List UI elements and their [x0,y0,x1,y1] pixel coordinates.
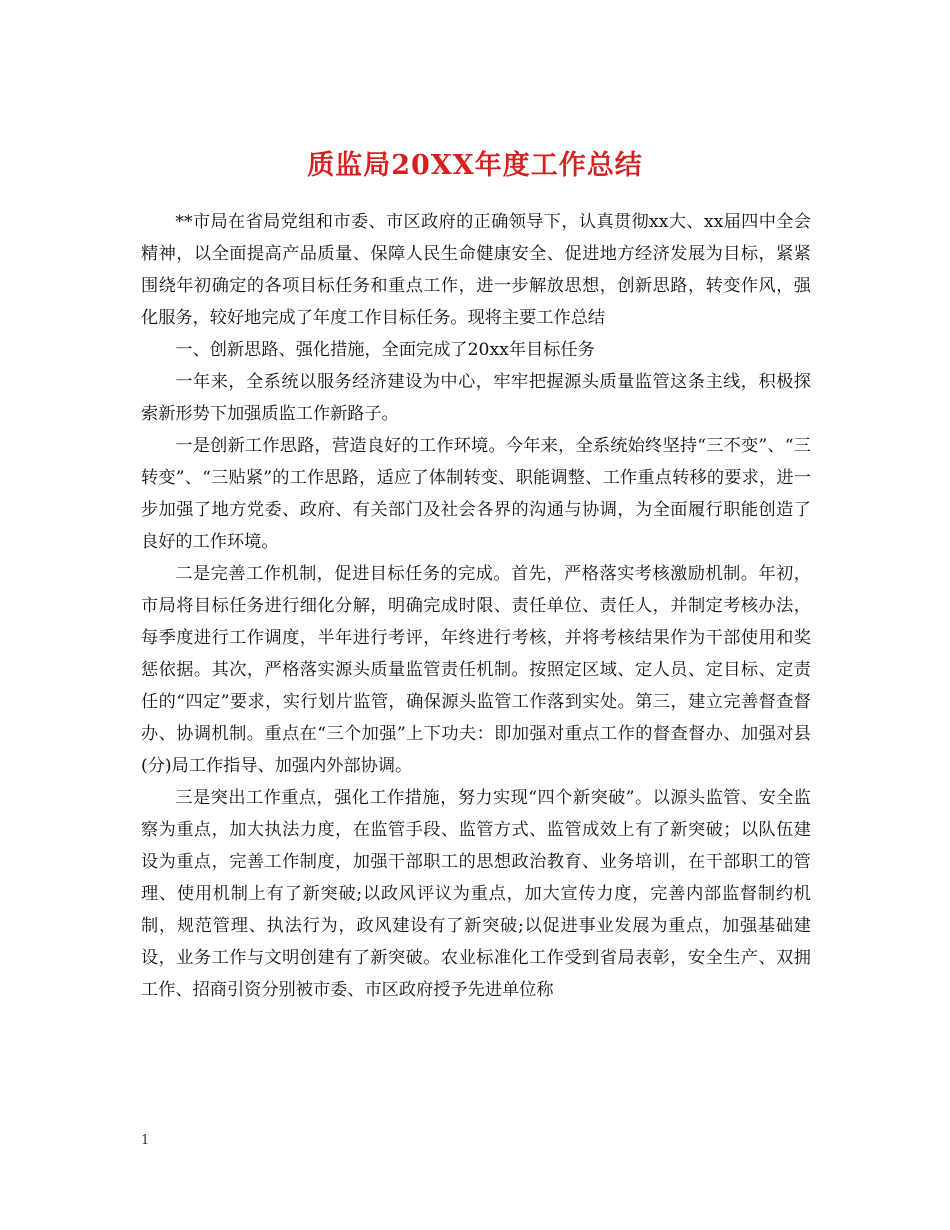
body-paragraph: 一年来，全系统以服务经济建设为中心，牢牢把握源头质量监管这条主线，积极探索新形势下加强质监工作新路子。 [141,372,811,424]
document-body [141,206,811,1006]
page-number: 1 [141,1133,150,1148]
body-paragraph: 二是完善工作机制，促进目标任务的完成。首先，严格落实考核激励机制。年初，市局将目标任务进行细化分解，明确完成时限、责任单位、责任人，并制定考核办法，每季度进行工作调度，半年进行考评，年终进行考核，并将考核结果作为干部使用和奖惩依据。其次，严格落实源头质量监管责任机制。按照定区域、定人员、定目标、定责任的“四定”要求，实行划片监管，确保源头监管工作落到实处。第三，建立完善督查督办、协调机制。重点在“三个加强”上下功夫：即加强对重点工作的督查督办、加强对县(分)局工作指导、加强内外部协调。 [141,564,811,776]
body-paragraph: 三是突出工作重点，强化工作措施，努力实现“四个新突破”。以源头监管、安全监察为重点，加大执法力度，在监管手段、监管方式、监管成效上有了新突破；以队伍建设为重点，完善工作制度，加强干部职工的思想政治教育、业务培训，在干部职工的管理、使用机制上有了新突破;以政风评议为重点，加大宣传力度，完善内部监督制约机制，规范管理、执法行为，政风建设有了新突破;以促进事业发展为重点，加强基础建设，业务工作与文明创建有了新突破。农业标准化工作受到省局表彰，安全生产、双拥工作、招商引资分别被市委、市区政府授予先进单位称 [141,788,811,1000]
section-heading: 一、创新思路、强化措施，全面完成了20xx年目标任务 [175,340,595,360]
body-paragraph: 一是创新工作思路，营造良好的工作环境。今年来，全系统始终坚持“三不变”、“三转变”、“三贴紧”的工作思路，适应了体制转变、职能调整、工作重点转移的要求，进一步加强了地方党委、政府、有关部门及社会各界的沟通与协调，为全面履行职能创造了良好的工作环境。 [141,436,811,552]
intro-paragraph: **市局在省局党组和市委、市区政府的正确领导下，认真贯彻xx大、xx届四中全会精神，以全面提高产品质量、保障人民生命健康安全、促进地方经济发展为目标，紧紧围绕年初确定的各项目标任务和重点工作，进一步解放思想，创新思路，转变作风，强化服务，较好地完成了年度工作目标任务。现将主要工作总结 [141,212,811,328]
document-title: 质监局20XX年度工作总结 [307,150,643,182]
